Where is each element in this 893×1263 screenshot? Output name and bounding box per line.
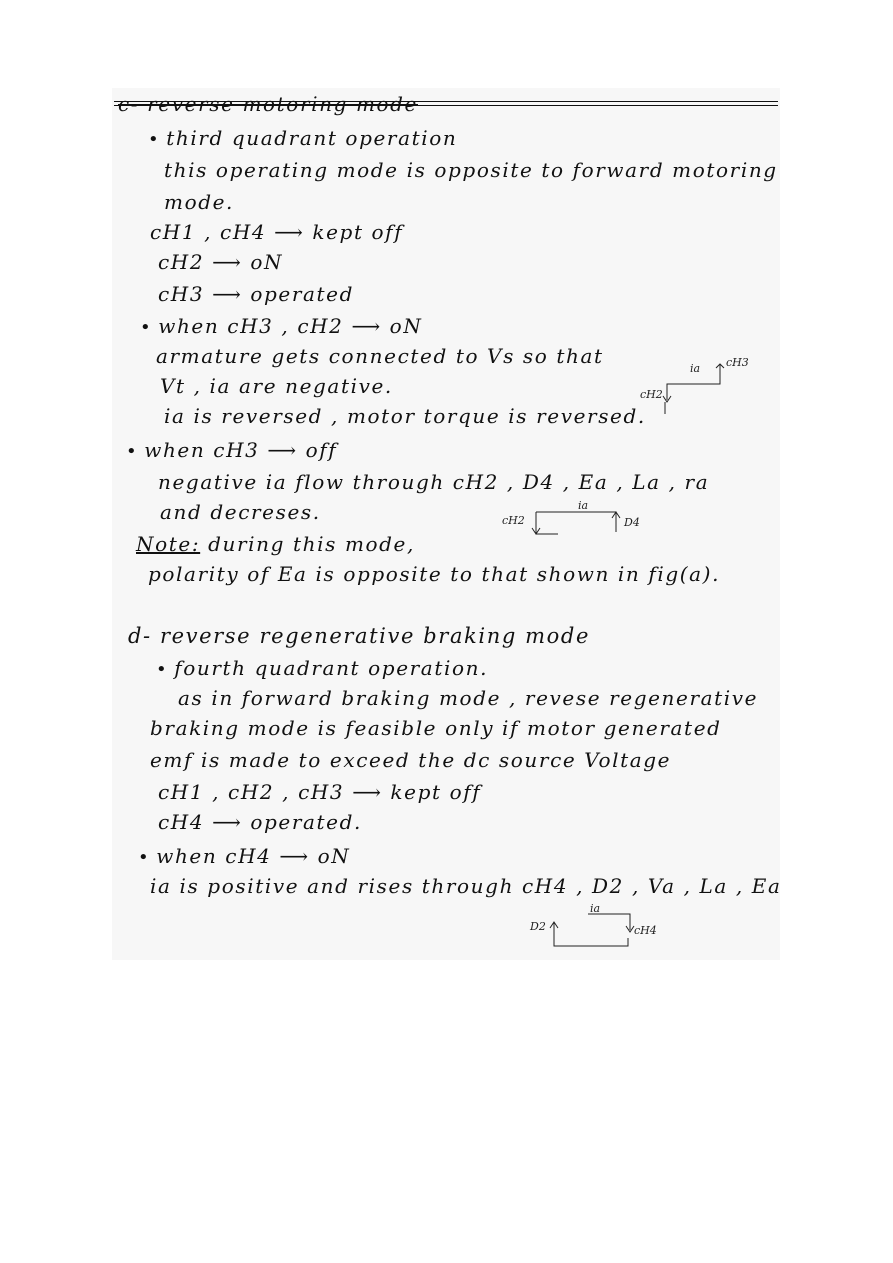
c-when1-line-1: armature gets connected to Vs so that xyxy=(156,344,604,368)
d-line-1: as in forward braking mode , revese regenerative xyxy=(178,686,759,710)
c-line-1: this operating mode is opposite to forward motoring xyxy=(164,158,778,182)
bullet-text: fourth quadrant operation. xyxy=(174,656,489,680)
note-line-2: polarity of Ea is opposite to that shown in fig(a). xyxy=(148,562,721,586)
d-when1-line: ia is positive and rises through cH4 , D2 , Va , La , Ea xyxy=(150,874,782,898)
c-line-5: cH3 ⟶ operated xyxy=(158,282,354,306)
d-line-4: cH1 , cH2 , cH3 ⟶ kept off xyxy=(158,780,482,804)
when-text: when cH3 , cH2 ⟶ oN xyxy=(158,314,423,338)
note-text: during this mode, xyxy=(208,532,415,556)
bullet-dot: • xyxy=(156,659,169,680)
note-line-1 xyxy=(136,534,415,554)
diagram1-circuit xyxy=(655,362,735,417)
diagram3-ch4: cH4 xyxy=(634,924,657,937)
diagram1-ch2: cH2 xyxy=(640,388,663,401)
c-when-2 xyxy=(126,440,337,461)
diagram3-circuit xyxy=(548,908,638,950)
d-line-2: braking mode is feasible only if motor generated xyxy=(150,716,722,740)
d-line-3: emf is made to exceed the dc source Voltage xyxy=(150,748,672,772)
section-d-bullet-1 xyxy=(156,658,488,679)
c-when2-line-1: negative ia flow through cH2 , D4 , Ea , La , ra xyxy=(158,470,710,494)
c-line-4: cH2 ⟶ oN xyxy=(158,250,284,274)
bullet-text: third quadrant operation xyxy=(166,126,458,150)
note-label: Note: xyxy=(136,532,201,556)
bullet-dot: • xyxy=(138,847,151,868)
bullet-dot: • xyxy=(126,441,139,462)
c-when2-line-2: and decreses. xyxy=(160,500,321,524)
c-line-3: cH1 , cH4 ⟶ kept off xyxy=(150,220,404,244)
c-when-1 xyxy=(140,316,422,337)
diagram3-ia: ia xyxy=(590,902,601,915)
diagram1-ch3: cH3 xyxy=(726,356,749,369)
diagram2-circuit xyxy=(528,504,628,539)
d-line-5: cH4 ⟶ operated. xyxy=(158,810,362,834)
diagram3-d2: D2 xyxy=(530,920,546,933)
section-d-heading: d- reverse regenerative braking mode xyxy=(128,624,590,648)
c-when1-line-2: Vt , ia are negative. xyxy=(160,374,393,398)
section-c-bullet-1 xyxy=(148,128,457,149)
c-line-2: mode. xyxy=(164,190,235,214)
section-c-heading: c- reverse motoring mode xyxy=(118,92,418,116)
diagram1-ia: ia xyxy=(690,362,701,375)
d-when-1 xyxy=(138,846,350,867)
diagram2-ia: ia xyxy=(578,499,589,512)
when-text: when cH4 ⟶ oN xyxy=(156,844,351,868)
diagram2-d4: D4 xyxy=(624,516,640,529)
diagram2-ch2: cH2 xyxy=(502,514,525,527)
bullet-dot: • xyxy=(140,317,153,338)
when-text: when cH3 ⟶ off xyxy=(144,438,338,462)
c-when1-line-3: ia is reversed , motor torque is reversed. xyxy=(164,404,646,428)
bullet-dot: • xyxy=(148,129,161,150)
